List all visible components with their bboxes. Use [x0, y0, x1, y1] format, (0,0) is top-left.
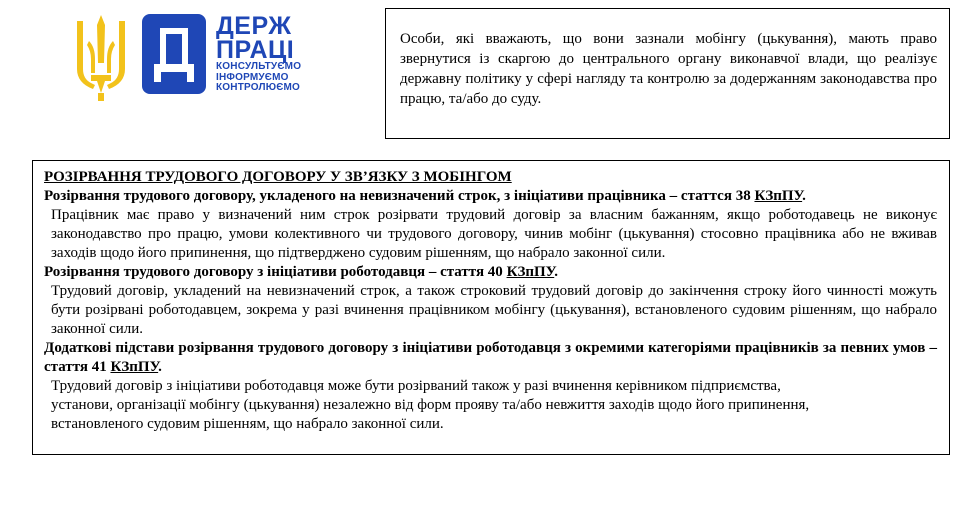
law-reference: КЗпПУ [506, 264, 555, 280]
item-heading-2: Розірвання трудового договору з ініціативи роботодавця – стаття 40 КЗпПУ. [44, 264, 558, 280]
law-reference: КЗпПУ [754, 188, 803, 204]
notice-text: Особи, які вважають, що вони зазнали мобінгу (цькування), мають право звернутися із скаргою до центрального органу виконавчої влади, що реалізує державну політику у сфері нагляду та контролю за додержанням законодавства про працю, та/або до суду. [400, 31, 937, 107]
item-text-2: Трудовий договір, укладений на невизначений строк, а також строковий трудовий договір до закінчення строку його чинності можуть бути розірвані роботодавцем, зокрема у разі вчинення працівником мобінгу (цькування), встановленого судовим рішенням, що набрало законної сили. [51, 283, 937, 337]
item-heading-3: Додаткові підстави розірвання трудового договору з ініціативи роботодавця з окремими категоріями працівників за певних умов – стаття 41 КЗпПУ. [44, 340, 937, 375]
law-reference: КЗпПУ [110, 359, 159, 375]
mobbing-section [32, 160, 950, 455]
item-text-3-line-2: установи, організації мобінгу (цькування) незалежно від форм прояву та/або невжиття заходів щодо його припинення, [51, 397, 810, 413]
brand-tagline-1: КОНСУЛЬТУЄМО [216, 61, 302, 72]
brand-tagline-3: КОНТРОЛЮЄМО [216, 82, 301, 93]
item-text-3-line-3: встановленого судовим рішенням, що набрало законної сили. [51, 416, 444, 432]
notice-box [385, 8, 950, 139]
brand-line-2: ПРАЦІ [216, 36, 295, 64]
brand-line-1: ДЕРЖ [216, 12, 292, 40]
ukraine-trident-icon [71, 13, 131, 103]
d-letter-icon [142, 14, 206, 94]
item-text-3-line-1: Трудовий договір з ініціативи роботодавця може бути розірваний також у разі вчинення керівником підприємства, [51, 378, 781, 394]
section-title: РОЗІРВАННЯ ТРУДОВОГО ДОГОВОРУ У ЗВ’ЯЗКУ З МОБІНГОМ [44, 169, 512, 185]
item-heading-1: Розірвання трудового договору, укладеного на невизначений строк, з ініціативи працівника – статтся 38 КЗпПУ. [44, 188, 806, 204]
brand-tagline-2: ІНФОРМУЄМО [216, 71, 289, 83]
brand-wordmark [216, 14, 301, 94]
item-text-1: Працівник має право у визначений ним строк розірвати трудовий договір за власним бажанням, якщо роботодавець не виконує законодавство про працю, умови колективного чи трудового договору, чинив мобінг (цькування) стосовно працівника або не вживав заходів щодо його припинення, що підтверджено судовим рішенням, що набрало законної сили. [51, 207, 937, 261]
